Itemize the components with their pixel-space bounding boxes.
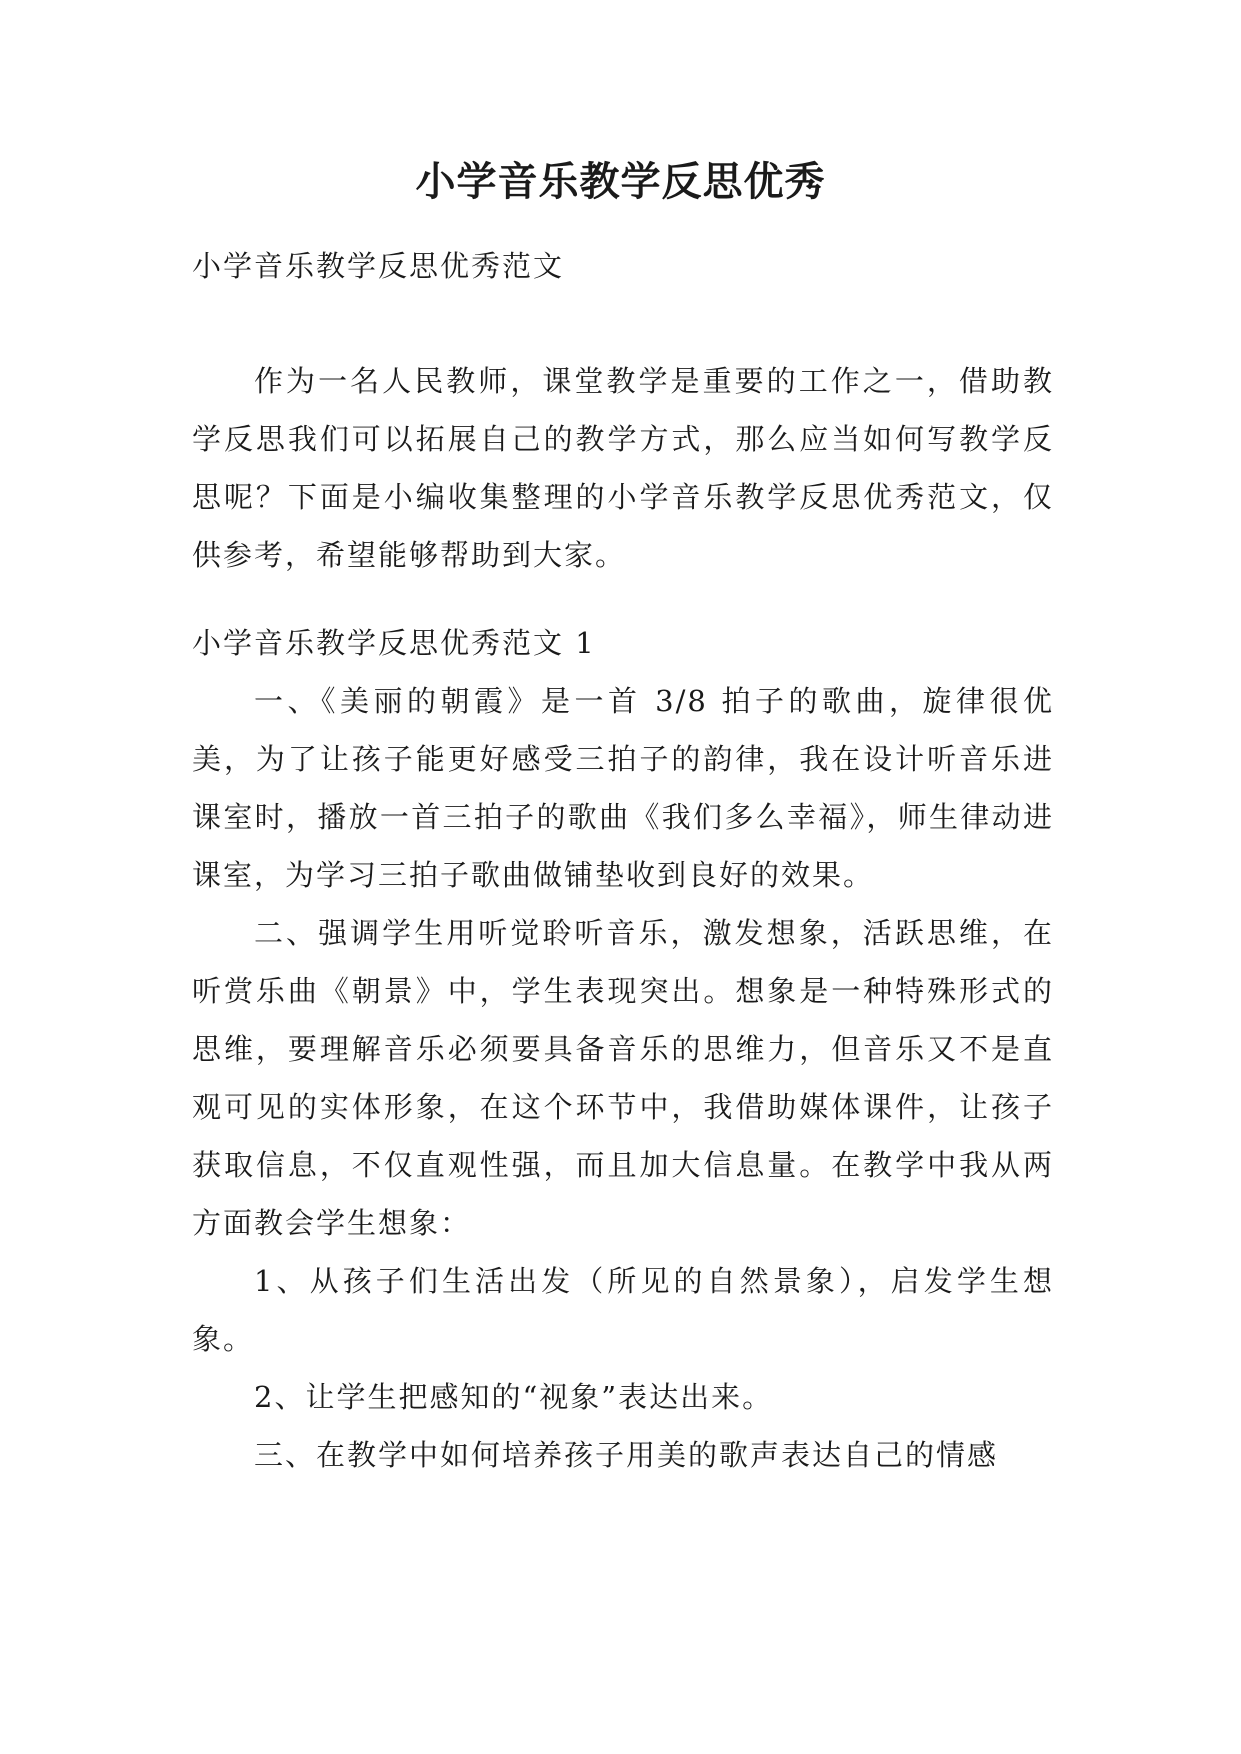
document-subtitle-block (192, 237, 1054, 295)
intro-block (192, 352, 1054, 584)
paragraph-3: 三、在教学中如何培养孩子用美的歌声表达自己的情感 (254, 1438, 999, 1472)
document-subtitle: 小学音乐教学反思优秀范文 (192, 249, 565, 283)
section-1 (192, 614, 1054, 1484)
document-title: 小学音乐教学反思优秀 (415, 159, 826, 205)
intro-paragraph: 作为一名人民教师，课堂教学是重要的工作之一，借助教学反思我们可以拓展自己的教学方式，那么应当如何写教学反思呢？下面是小编收集整理的小学音乐教学反思优秀范文，仅供参考，希望能够帮助到大家。 (192, 364, 1054, 572)
paragraph-2: 二、强调学生用听觉聆听音乐，激发想象，活跃思维，在听赏乐曲《朝景》中，学生表现突出。想象是一种特殊形式的思维，要理解音乐必须要具备音乐的思维力，但音乐又不是直观可见的实体形象，在这个环节中，我借助媒体课件，让孩子获取信息，不仅直观性强，而且加大信息量。在教学中我从两方面教会学生想象： (192, 916, 1054, 1240)
list-item-1: 1、从孩子们生活出发（所见的自然景象），启发学生想象。 (192, 1264, 1054, 1356)
paragraph-1: 一、《美丽的朝霞》是一首 3/8 拍子的歌曲，旋律很优美，为了让孩子能更好感受三拍子的韵律，我在设计听音乐进课室时，播放一首三拍子的歌曲《我们多么幸福》，师生律动进课室，为学习三拍子歌曲做铺垫收到良好的效果。 (192, 684, 1054, 892)
section-1-heading: 小学音乐教学反思优秀范文 1 (192, 626, 596, 660)
list-item-2: 2、让学生把感知的“视象”表达出来。 (254, 1380, 774, 1414)
